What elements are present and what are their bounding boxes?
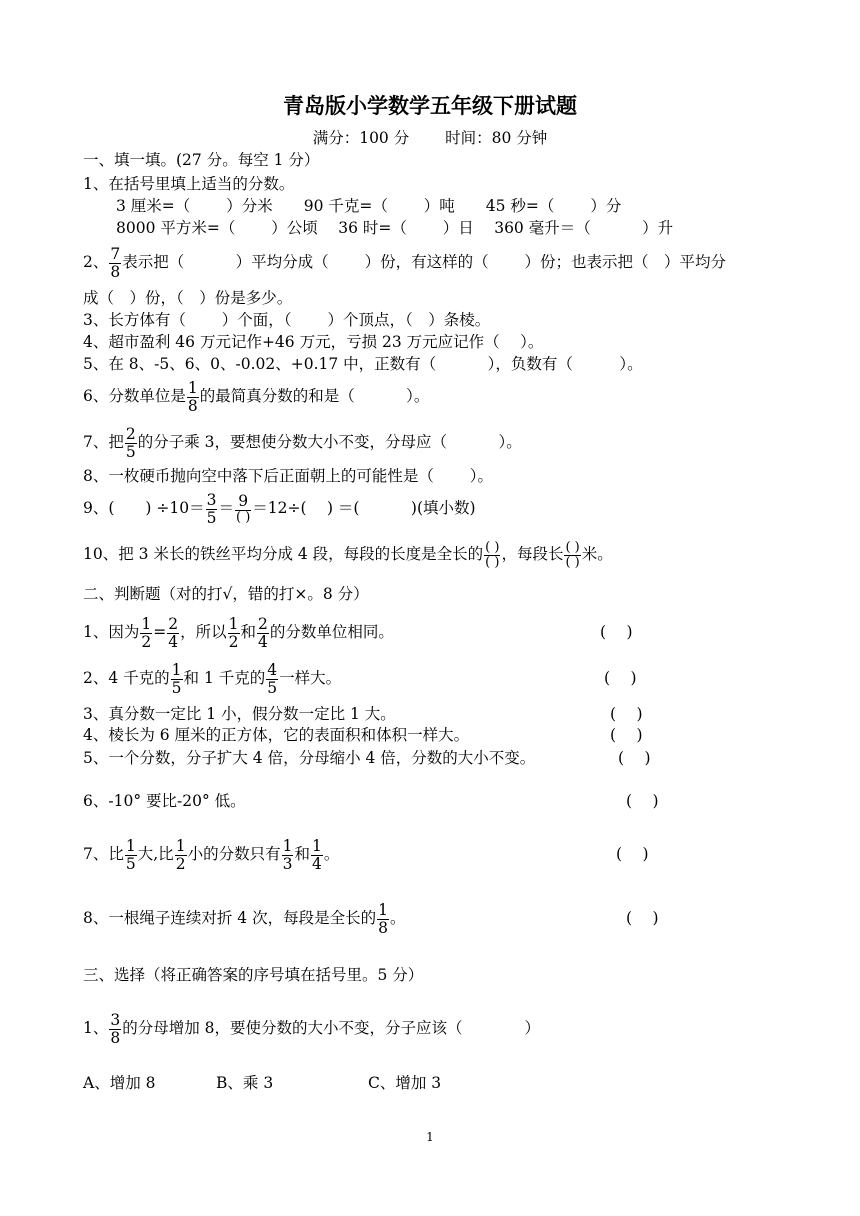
judge-2-answer[interactable]: ( ) (604, 669, 637, 687)
judge-7-answer[interactable]: ( ) (616, 845, 649, 863)
judge-8: 8、一根绳子连续对折 4 次，每段是全长的 $\frac{1}{8}$ 。 (83, 900, 406, 937)
question-1-row-1: 3 厘米=（ ）分米 90 千克=（ ）吨 45 秒=（ ）分 (116, 197, 622, 215)
fraction: $\frac{2}{5}$ (125, 424, 136, 461)
fraction: $\frac{3}{8}$ (110, 1010, 121, 1047)
judge-1: 1、因为 $\frac{1}{2}$ = $\frac{2}{4}$ ，所以 $\frac{1}{2}$ 和 $\frac{2}{4}$ 的分数单位相同。 (83, 614, 394, 651)
question-2-line-1: 2、 $\frac{7}{8}$ 表示把（ ）平均分成（ ）份，有这样的（ ）份；也表示把（ ）平均分 (83, 244, 727, 281)
judge-4-answer[interactable]: ( ) (610, 726, 643, 744)
question-1-row-2: 8000 平方米=（ ）公顷 36 时=（ ）日 360 毫升＝（ ）升 (116, 219, 674, 237)
question-3: 3、长方体有（ ）个面，（ ）个顶点，（ ）条棱。 (83, 311, 491, 329)
question-8: 8、一枚硬币抛向空中落下后正面朝上的可能性是（ ）。 (83, 467, 494, 485)
choice-1-option-a[interactable]: A、增加 8 (83, 1074, 156, 1092)
fraction: $\frac{1}{5}$ (171, 660, 182, 697)
question-10: 10、把 3 米长的铁丝平均分成 4 段，每段的长度是全长的 ( ) ( ) ，每段长 ( ) ( ) 米。 (83, 539, 613, 570)
judge-6: 6、-10° 要比-20° 低。 (83, 792, 246, 810)
question-2-line-2: 成（ ）份，（ ）份是多少。 (83, 289, 293, 307)
section2-heading: 二、判断题（对的打√，错的打×。8 分） (83, 585, 369, 603)
section1-heading: 一、填一填。(27 分。每空 1 分） (83, 151, 320, 169)
judge-6-answer[interactable]: ( ) (626, 792, 659, 810)
fraction: $\frac{1}{5}$ (125, 836, 136, 873)
choice-1: 1、 $\frac{3}{8}$ 的分母增加 8，要使分数的大小不变，分子应该（ ） (83, 1010, 541, 1047)
exam-info: 满分：100 分 时间：80 分钟 (312, 129, 548, 147)
question-6: 6、分数单位是 $\frac{1}{8}$ 的最简真分数的和是（ ）。 (83, 378, 430, 415)
section3-heading: 三、选择（将正确答案的序号填在括号里。5 分） (83, 966, 424, 984)
judge-4: 4、棱长为 6 厘米的正方体，它的表面积和体积一样大。 (83, 726, 470, 744)
page-title: 青岛版小学数学五年级下册试题 (283, 93, 577, 118)
fraction: ( ) ( ) (485, 539, 500, 570)
judge-3-answer[interactable]: ( ) (610, 705, 643, 723)
judge-8-answer[interactable]: ( ) (626, 909, 659, 927)
fraction: $\frac{2}{4}$ (258, 614, 268, 651)
judge-2: 2、4 千克的 $\frac{1}{5}$ 和 1 千克的 $\frac{4}{5}$ 一样大。 (83, 660, 342, 697)
fraction: $\frac{1}{4}$ (311, 836, 322, 873)
fraction: $\frac{2}{4}$ (168, 614, 179, 651)
judge-1-answer[interactable]: ( ) (600, 623, 633, 641)
judge-5: 5、一个分数，分子扩大 4 倍，分母缩小 4 倍，分数的大小不变。 (83, 749, 536, 767)
fraction: $\frac{1}{3}$ (282, 836, 293, 873)
fraction: $\frac{4}{5}$ (267, 660, 278, 697)
fraction: $\frac{7}{8}$ (110, 244, 121, 281)
fraction: $\frac{3}{5}$ (206, 490, 217, 527)
fraction: ( ) ( ) (565, 539, 580, 570)
choice-1-option-b[interactable]: B、乘 3 (216, 1074, 274, 1092)
choice-1-option-c[interactable]: C、增加 3 (368, 1074, 442, 1092)
question-1-stem: 1、在括号里填上适当的分数。 (83, 175, 295, 193)
fraction: $\frac{1}{8}$ (187, 378, 198, 415)
question-5: 5、在 8、-5、6、0、-0.02、+0.17 中，正数有（ ），负数有（ ）。 (83, 355, 643, 373)
judge-7: 7、比 $\frac{1}{5}$ 大,比 $\frac{1}{2}$ 小的分数只有 $\frac{1}{3}$ 和 $\frac{1}{4}$ 。 (83, 836, 340, 873)
fraction: $\frac{1}{8}$ (378, 900, 388, 937)
question-4: 4、超市盈利 46 万元记作+46 万元，亏损 23 万元应记作（ ）。 (83, 333, 544, 351)
question-7: 7、把 $\frac{2}{5}$ 的分子乘 3，要想使分数大小不变，分母应（ ）。 (83, 424, 522, 461)
fraction: 9 ( ) (235, 492, 251, 525)
page-number: 1 (426, 1130, 434, 1144)
judge-5-answer[interactable]: ( ) (618, 749, 651, 767)
fraction: $\frac{1}{2}$ (175, 836, 186, 873)
judge-3: 3、真分数一定比 1 小，假分数一定比 1 大。 (83, 705, 396, 723)
fraction: $\frac{1}{2}$ (228, 614, 239, 651)
question-9: 9、( ) ÷10＝ $\frac{3}{5}$ ＝ 9 ( ) ＝12÷( ) ＝( )(填小数) (83, 490, 476, 527)
fraction: $\frac{1}{2}$ (141, 614, 152, 651)
